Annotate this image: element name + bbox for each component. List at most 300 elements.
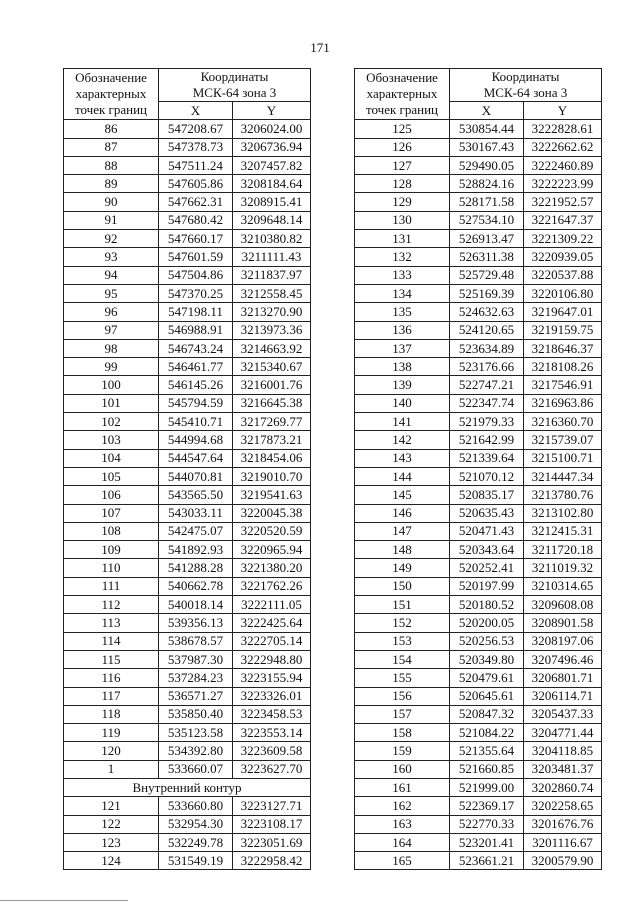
y-coordinate-cell: 3219010.70 bbox=[233, 467, 311, 485]
point-id-cell: 161 bbox=[355, 778, 450, 796]
table-row bbox=[355, 394, 602, 412]
point-id-cell: 98 bbox=[64, 339, 159, 357]
x-coordinate-cell: 534392.80 bbox=[159, 742, 233, 760]
x-coordinate-cell: 523634.89 bbox=[450, 339, 524, 357]
point-id-cell: 128 bbox=[355, 175, 450, 193]
point-id-cell: 138 bbox=[355, 358, 450, 376]
table-row bbox=[355, 541, 602, 559]
point-id-cell: 111 bbox=[64, 577, 159, 595]
x-coordinate-cell: 547370.25 bbox=[159, 284, 233, 302]
x-coordinate-cell: 527534.10 bbox=[450, 211, 524, 229]
y-coordinate-cell: 3221762.26 bbox=[233, 577, 311, 595]
y-coordinate-cell: 3202860.74 bbox=[524, 778, 602, 796]
table-row bbox=[64, 138, 311, 156]
y-coordinate-cell: 3222828.61 bbox=[524, 120, 602, 138]
table-row bbox=[64, 321, 311, 339]
point-id-cell: 144 bbox=[355, 467, 450, 485]
point-id-cell: 109 bbox=[64, 541, 159, 559]
point-id-cell: 162 bbox=[355, 797, 450, 815]
y-coordinate-cell: 3211019.32 bbox=[524, 559, 602, 577]
x-coordinate-cell: 522747.21 bbox=[450, 376, 524, 394]
x-coordinate-cell: 521339.64 bbox=[450, 449, 524, 467]
x-coordinate-cell: 533660.80 bbox=[159, 797, 233, 815]
point-id-cell: 89 bbox=[64, 175, 159, 193]
y-coordinate-cell: 3222662.62 bbox=[524, 138, 602, 156]
point-id-cell: 90 bbox=[64, 193, 159, 211]
point-id-cell: 129 bbox=[355, 193, 450, 211]
table-row bbox=[355, 760, 602, 778]
point-id-cell: 91 bbox=[64, 211, 159, 229]
x-coordinate-cell: 521642.99 bbox=[450, 431, 524, 449]
y-coordinate-cell: 3223553.14 bbox=[233, 724, 311, 742]
y-coordinate-cell: 3221380.20 bbox=[233, 559, 311, 577]
x-coordinate-cell: 535850.40 bbox=[159, 705, 233, 723]
x-coordinate-cell: 520197.99 bbox=[450, 577, 524, 595]
point-id-cell: 126 bbox=[355, 138, 450, 156]
table-row bbox=[355, 614, 602, 632]
x-coordinate-cell: 524632.63 bbox=[450, 303, 524, 321]
point-id-cell: 99 bbox=[64, 358, 159, 376]
table-row bbox=[64, 358, 311, 376]
point-id-cell: 136 bbox=[355, 321, 450, 339]
x-coordinate-cell: 520252.41 bbox=[450, 559, 524, 577]
x-coordinate-cell: 520835.17 bbox=[450, 486, 524, 504]
y-coordinate-cell: 3222958.42 bbox=[233, 852, 311, 870]
x-coordinate-cell: 547504.86 bbox=[159, 266, 233, 284]
point-id-cell: 123 bbox=[64, 833, 159, 851]
point-id-cell: 137 bbox=[355, 339, 450, 357]
y-coordinate-cell: 3210314.65 bbox=[524, 577, 602, 595]
y-coordinate-cell: 3217873.21 bbox=[233, 431, 311, 449]
x-coordinate-cell: 547680.42 bbox=[159, 211, 233, 229]
table-row bbox=[64, 394, 311, 412]
table-row bbox=[355, 321, 602, 339]
y-coordinate-cell: 3219541.63 bbox=[233, 486, 311, 504]
y-coordinate-cell: 3223627.70 bbox=[233, 760, 311, 778]
y-coordinate-cell: 3223127.71 bbox=[233, 797, 311, 815]
point-id-cell: 119 bbox=[64, 724, 159, 742]
table-row bbox=[64, 339, 311, 357]
point-id-cell: 120 bbox=[64, 742, 159, 760]
point-id-cell: 134 bbox=[355, 284, 450, 302]
point-id-cell: 127 bbox=[355, 156, 450, 174]
y-coordinate-cell: 3208184.64 bbox=[233, 175, 311, 193]
point-id-cell: 86 bbox=[64, 120, 159, 138]
coordinates-table-right bbox=[354, 68, 602, 870]
table-row bbox=[64, 266, 311, 284]
table-row bbox=[64, 815, 311, 833]
x-coordinate-cell: 520645.61 bbox=[450, 687, 524, 705]
table-row bbox=[64, 760, 311, 778]
y-coordinate-cell: 3219159.75 bbox=[524, 321, 602, 339]
header-point-designation: Обозначение характерных точек границ bbox=[64, 69, 159, 120]
y-coordinate-cell: 3215739.07 bbox=[524, 431, 602, 449]
point-id-cell: 124 bbox=[64, 852, 159, 870]
y-coordinate-cell: 3221647.37 bbox=[524, 211, 602, 229]
table-row bbox=[64, 687, 311, 705]
y-coordinate-cell: 3223051.69 bbox=[233, 833, 311, 851]
point-id-cell: 142 bbox=[355, 431, 450, 449]
y-coordinate-cell: 3222425.64 bbox=[233, 614, 311, 632]
x-coordinate-cell: 545410.71 bbox=[159, 413, 233, 431]
x-coordinate-cell: 544994.68 bbox=[159, 431, 233, 449]
x-coordinate-cell: 541288.28 bbox=[159, 559, 233, 577]
point-id-cell: 122 bbox=[64, 815, 159, 833]
y-coordinate-cell: 3201676.76 bbox=[524, 815, 602, 833]
table-row bbox=[64, 467, 311, 485]
x-coordinate-cell: 522347.74 bbox=[450, 394, 524, 412]
y-coordinate-cell: 3207457.82 bbox=[233, 156, 311, 174]
x-coordinate-cell: 520847.32 bbox=[450, 705, 524, 723]
table-row bbox=[64, 284, 311, 302]
table-row bbox=[64, 504, 311, 522]
table-row bbox=[64, 175, 311, 193]
y-coordinate-cell: 3213270.90 bbox=[233, 303, 311, 321]
y-coordinate-cell: 3221309.22 bbox=[524, 230, 602, 248]
y-coordinate-cell: 3216645.38 bbox=[233, 394, 311, 412]
table-row bbox=[355, 449, 602, 467]
point-id-cell: 147 bbox=[355, 522, 450, 540]
point-id-cell: 92 bbox=[64, 230, 159, 248]
x-coordinate-cell: 544547.64 bbox=[159, 449, 233, 467]
x-coordinate-cell: 528824.16 bbox=[450, 175, 524, 193]
y-coordinate-cell: 3220106.80 bbox=[524, 284, 602, 302]
x-coordinate-cell: 520180.52 bbox=[450, 596, 524, 614]
table-row bbox=[355, 486, 602, 504]
table-row bbox=[64, 669, 311, 687]
y-coordinate-cell: 3206736.94 bbox=[233, 138, 311, 156]
point-id-cell: 112 bbox=[64, 596, 159, 614]
point-id-cell: 133 bbox=[355, 266, 450, 284]
point-id-cell: 94 bbox=[64, 266, 159, 284]
point-id-cell: 110 bbox=[64, 559, 159, 577]
table-row bbox=[355, 413, 602, 431]
x-coordinate-cell: 523201.41 bbox=[450, 833, 524, 851]
point-id-cell: 106 bbox=[64, 486, 159, 504]
point-id-cell: 131 bbox=[355, 230, 450, 248]
table-row bbox=[355, 138, 602, 156]
point-id-cell: 95 bbox=[64, 284, 159, 302]
table-row bbox=[355, 742, 602, 760]
point-id-cell: 117 bbox=[64, 687, 159, 705]
y-coordinate-cell: 3206024.00 bbox=[233, 120, 311, 138]
y-coordinate-cell: 3216963.86 bbox=[524, 394, 602, 412]
table-row bbox=[355, 705, 602, 723]
x-coordinate-cell: 546988.91 bbox=[159, 321, 233, 339]
header-coordinates bbox=[450, 69, 602, 102]
x-coordinate-cell: 547511.24 bbox=[159, 156, 233, 174]
table-row bbox=[355, 833, 602, 851]
x-coordinate-cell: 520349.80 bbox=[450, 650, 524, 668]
table-row bbox=[355, 120, 602, 138]
point-id-cell: 130 bbox=[355, 211, 450, 229]
point-id-cell: 116 bbox=[64, 669, 159, 687]
y-coordinate-cell: 3211111.43 bbox=[233, 248, 311, 266]
table-row bbox=[64, 156, 311, 174]
y-coordinate-cell: 3221952.57 bbox=[524, 193, 602, 211]
table-row bbox=[64, 559, 311, 577]
y-coordinate-cell: 3212558.45 bbox=[233, 284, 311, 302]
table-row bbox=[355, 156, 602, 174]
x-coordinate-cell: 523661.21 bbox=[450, 852, 524, 870]
x-coordinate-cell: 547198.11 bbox=[159, 303, 233, 321]
point-id-cell: 88 bbox=[64, 156, 159, 174]
point-id-cell: 118 bbox=[64, 705, 159, 723]
point-id-cell: 101 bbox=[64, 394, 159, 412]
point-id-cell: 150 bbox=[355, 577, 450, 595]
point-id-cell: 152 bbox=[355, 614, 450, 632]
coordinates-table-left bbox=[63, 68, 311, 870]
table-row bbox=[64, 120, 311, 138]
y-coordinate-cell: 3208901.58 bbox=[524, 614, 602, 632]
y-coordinate-cell: 3223155.94 bbox=[233, 669, 311, 687]
x-coordinate-cell: 538678.57 bbox=[159, 632, 233, 650]
point-id-cell: 158 bbox=[355, 724, 450, 742]
table-row bbox=[64, 248, 311, 266]
table-row bbox=[64, 303, 311, 321]
point-id-cell: 97 bbox=[64, 321, 159, 339]
table-row bbox=[64, 376, 311, 394]
table-row bbox=[355, 596, 602, 614]
y-coordinate-cell: 3204771.44 bbox=[524, 724, 602, 742]
point-id-cell: 114 bbox=[64, 632, 159, 650]
point-id-cell: 1 bbox=[64, 760, 159, 778]
x-coordinate-cell: 521660.85 bbox=[450, 760, 524, 778]
point-id-cell: 105 bbox=[64, 467, 159, 485]
y-coordinate-cell: 3218108.26 bbox=[524, 358, 602, 376]
table-row bbox=[64, 413, 311, 431]
y-coordinate-cell: 3222460.89 bbox=[524, 156, 602, 174]
y-coordinate-cell: 3208197.06 bbox=[524, 632, 602, 650]
table-row bbox=[64, 541, 311, 559]
table-row bbox=[64, 705, 311, 723]
x-coordinate-cell: 532954.30 bbox=[159, 815, 233, 833]
y-coordinate-cell: 3200579.90 bbox=[524, 852, 602, 870]
x-coordinate-cell: 520635.43 bbox=[450, 504, 524, 522]
table-row bbox=[355, 339, 602, 357]
table-row bbox=[64, 742, 311, 760]
table-row bbox=[64, 449, 311, 467]
point-id-cell: 104 bbox=[64, 449, 159, 467]
y-coordinate-cell: 3206114.71 bbox=[524, 687, 602, 705]
y-coordinate-cell: 3222705.14 bbox=[233, 632, 311, 650]
y-coordinate-cell: 3220537.88 bbox=[524, 266, 602, 284]
y-coordinate-cell: 3209608.08 bbox=[524, 596, 602, 614]
table-row bbox=[355, 632, 602, 650]
table-row bbox=[355, 815, 602, 833]
table-row bbox=[355, 577, 602, 595]
x-coordinate-cell: 524120.65 bbox=[450, 321, 524, 339]
x-coordinate-cell: 529490.05 bbox=[450, 156, 524, 174]
x-coordinate-cell: 522770.33 bbox=[450, 815, 524, 833]
x-coordinate-cell: 546743.24 bbox=[159, 339, 233, 357]
table-row bbox=[355, 650, 602, 668]
point-id-cell: 108 bbox=[64, 522, 159, 540]
y-coordinate-cell: 3220045.38 bbox=[233, 504, 311, 522]
x-coordinate-cell: 521084.22 bbox=[450, 724, 524, 742]
table-row bbox=[355, 266, 602, 284]
y-coordinate-cell: 3205437.33 bbox=[524, 705, 602, 723]
y-coordinate-cell: 3218646.37 bbox=[524, 339, 602, 357]
y-coordinate-cell: 3202258.65 bbox=[524, 797, 602, 815]
x-coordinate-cell: 547662.31 bbox=[159, 193, 233, 211]
y-coordinate-cell: 3223458.53 bbox=[233, 705, 311, 723]
x-coordinate-cell: 547208.67 bbox=[159, 120, 233, 138]
x-coordinate-cell: 542475.07 bbox=[159, 522, 233, 540]
y-coordinate-cell: 3207496.46 bbox=[524, 650, 602, 668]
table-row bbox=[64, 193, 311, 211]
point-id-cell: 125 bbox=[355, 120, 450, 138]
point-id-cell: 160 bbox=[355, 760, 450, 778]
x-coordinate-cell: 543565.50 bbox=[159, 486, 233, 504]
y-coordinate-cell: 3211837.97 bbox=[233, 266, 311, 284]
x-coordinate-cell: 520200.05 bbox=[450, 614, 524, 632]
point-id-cell: 143 bbox=[355, 449, 450, 467]
y-coordinate-cell: 3216360.70 bbox=[524, 413, 602, 431]
table-row bbox=[355, 376, 602, 394]
x-coordinate-cell: 547605.86 bbox=[159, 175, 233, 193]
x-coordinate-cell: 543033.11 bbox=[159, 504, 233, 522]
x-coordinate-cell: 532249.78 bbox=[159, 833, 233, 851]
x-coordinate-cell: 522369.17 bbox=[450, 797, 524, 815]
point-id-cell: 163 bbox=[355, 815, 450, 833]
x-coordinate-cell: 540018.14 bbox=[159, 596, 233, 614]
y-coordinate-cell: 3213973.36 bbox=[233, 321, 311, 339]
y-coordinate-cell: 3222223.99 bbox=[524, 175, 602, 193]
y-coordinate-cell: 3217546.91 bbox=[524, 376, 602, 394]
point-id-cell: 149 bbox=[355, 559, 450, 577]
y-coordinate-cell: 3214663.92 bbox=[233, 339, 311, 357]
point-id-cell: 96 bbox=[64, 303, 159, 321]
table-row bbox=[355, 724, 602, 742]
y-coordinate-cell: 3211720.18 bbox=[524, 541, 602, 559]
table-row bbox=[64, 632, 311, 650]
x-coordinate-cell: 537284.23 bbox=[159, 669, 233, 687]
table-row bbox=[355, 778, 602, 796]
table-row bbox=[64, 650, 311, 668]
point-id-cell: 121 bbox=[64, 797, 159, 815]
x-coordinate-cell: 547378.73 bbox=[159, 138, 233, 156]
x-coordinate-cell: 546145.26 bbox=[159, 376, 233, 394]
y-coordinate-cell: 3208915.41 bbox=[233, 193, 311, 211]
x-coordinate-cell: 530854.44 bbox=[450, 120, 524, 138]
point-id-cell: 145 bbox=[355, 486, 450, 504]
x-coordinate-cell: 521070.12 bbox=[450, 467, 524, 485]
y-coordinate-cell: 3223609.58 bbox=[233, 742, 311, 760]
table-row bbox=[355, 669, 602, 687]
table-row bbox=[355, 687, 602, 705]
x-coordinate-cell: 535123.58 bbox=[159, 724, 233, 742]
point-id-cell: 157 bbox=[355, 705, 450, 723]
point-id-cell: 153 bbox=[355, 632, 450, 650]
header-coordinates-title: Координаты bbox=[491, 69, 560, 84]
x-coordinate-cell: 526311.38 bbox=[450, 248, 524, 266]
point-id-cell: 148 bbox=[355, 541, 450, 559]
x-coordinate-cell: 521999.00 bbox=[450, 778, 524, 796]
table-row bbox=[355, 284, 602, 302]
point-id-cell: 164 bbox=[355, 833, 450, 851]
x-coordinate-cell: 539356.13 bbox=[159, 614, 233, 632]
x-coordinate-cell: 540662.78 bbox=[159, 577, 233, 595]
point-id-cell: 135 bbox=[355, 303, 450, 321]
point-id-cell: 151 bbox=[355, 596, 450, 614]
x-coordinate-cell: 520343.64 bbox=[450, 541, 524, 559]
x-coordinate-cell: 521355.64 bbox=[450, 742, 524, 760]
header-y: Y bbox=[524, 102, 602, 120]
y-coordinate-cell: 3219647.01 bbox=[524, 303, 602, 321]
y-coordinate-cell: 3223326.01 bbox=[233, 687, 311, 705]
table-row bbox=[64, 596, 311, 614]
point-id-cell: 102 bbox=[64, 413, 159, 431]
point-id-cell: 155 bbox=[355, 669, 450, 687]
y-coordinate-cell: 3217269.77 bbox=[233, 413, 311, 431]
table-row bbox=[64, 211, 311, 229]
x-coordinate-cell: 523176.66 bbox=[450, 358, 524, 376]
point-id-cell: 165 bbox=[355, 852, 450, 870]
point-id-cell: 154 bbox=[355, 650, 450, 668]
table-row bbox=[355, 248, 602, 266]
table-row bbox=[355, 431, 602, 449]
x-coordinate-cell: 525729.48 bbox=[450, 266, 524, 284]
point-id-cell: 87 bbox=[64, 138, 159, 156]
table-row bbox=[64, 852, 311, 870]
y-coordinate-cell: 3215100.71 bbox=[524, 449, 602, 467]
x-coordinate-cell: 546461.77 bbox=[159, 358, 233, 376]
y-coordinate-cell: 3215340.67 bbox=[233, 358, 311, 376]
header-x: X bbox=[159, 102, 233, 120]
y-coordinate-cell: 3220520.59 bbox=[233, 522, 311, 540]
x-coordinate-cell: 521979.33 bbox=[450, 413, 524, 431]
table-row bbox=[355, 193, 602, 211]
x-coordinate-cell: 541892.93 bbox=[159, 541, 233, 559]
table-row bbox=[64, 577, 311, 595]
y-coordinate-cell: 3204118.85 bbox=[524, 742, 602, 760]
header-coordinate-system: МСК-64 зона 3 bbox=[192, 85, 277, 100]
table-row bbox=[64, 614, 311, 632]
table-row bbox=[64, 230, 311, 248]
x-coordinate-cell: 526913.47 bbox=[450, 230, 524, 248]
x-coordinate-cell: 544070.81 bbox=[159, 467, 233, 485]
point-id-cell: 156 bbox=[355, 687, 450, 705]
table-row bbox=[355, 175, 602, 193]
y-coordinate-cell: 3220939.05 bbox=[524, 248, 602, 266]
y-coordinate-cell: 3212415.31 bbox=[524, 522, 602, 540]
x-coordinate-cell: 537987.30 bbox=[159, 650, 233, 668]
x-coordinate-cell: 520471.43 bbox=[450, 522, 524, 540]
y-coordinate-cell: 3218454.06 bbox=[233, 449, 311, 467]
point-id-cell: 146 bbox=[355, 504, 450, 522]
table-row bbox=[355, 504, 602, 522]
table-row bbox=[355, 467, 602, 485]
table-row bbox=[355, 522, 602, 540]
point-id-cell: 139 bbox=[355, 376, 450, 394]
point-id-cell: 93 bbox=[64, 248, 159, 266]
y-coordinate-cell: 3201116.67 bbox=[524, 833, 602, 851]
x-coordinate-cell: 530167.43 bbox=[450, 138, 524, 156]
header-coordinate-system: МСК-64 зона 3 bbox=[483, 85, 568, 100]
x-coordinate-cell: 533660.07 bbox=[159, 760, 233, 778]
y-coordinate-cell: 3222111.05 bbox=[233, 596, 311, 614]
y-coordinate-cell: 3220965.94 bbox=[233, 541, 311, 559]
footnote-rule bbox=[0, 900, 128, 901]
x-coordinate-cell: 545794.59 bbox=[159, 394, 233, 412]
point-id-cell: 140 bbox=[355, 394, 450, 412]
x-coordinate-cell: 525169.39 bbox=[450, 284, 524, 302]
table-row bbox=[355, 797, 602, 815]
table-row bbox=[355, 230, 602, 248]
y-coordinate-cell: 3214447.34 bbox=[524, 467, 602, 485]
y-coordinate-cell: 3213102.80 bbox=[524, 504, 602, 522]
